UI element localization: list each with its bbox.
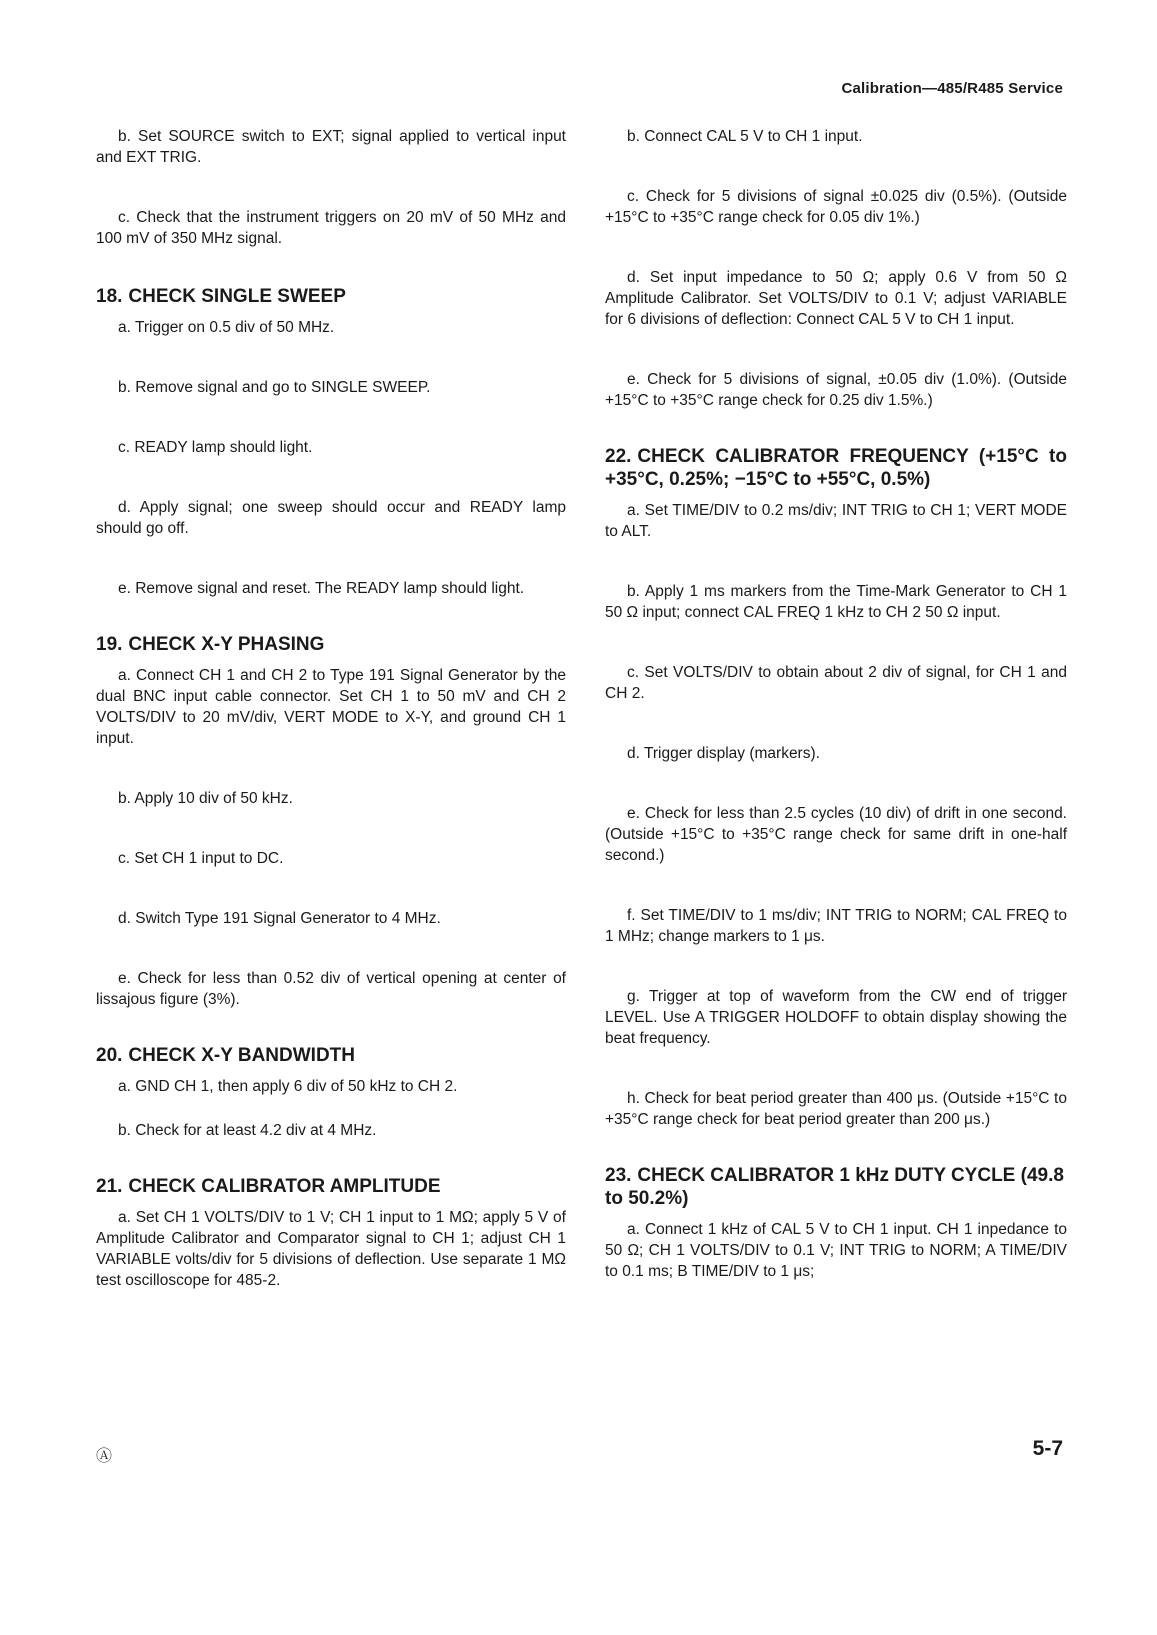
section-20-heading bbox=[96, 1044, 566, 1067]
step-18e: e. Remove signal and reset. The READY lamp should light. bbox=[118, 580, 525, 597]
step-18d: d. Apply signal; one sweep should occur and READY lamp should go off. bbox=[96, 499, 566, 537]
step-19b: b. Apply 10 div of 50 kHz. bbox=[118, 790, 293, 807]
section-19-heading bbox=[96, 633, 566, 656]
step-18a: a. Trigger on 0.5 div of 50 MHz. bbox=[118, 319, 335, 336]
step-18b: b. Remove signal and go to SINGLE SWEEP. bbox=[118, 379, 431, 396]
page-number: 5-7 bbox=[1032, 1437, 1063, 1460]
section-21-heading bbox=[96, 1175, 566, 1198]
step-19d: d. Switch Type 191 Signal Generator to 4 MHz. bbox=[118, 910, 441, 927]
section-title: CHECK SINGLE SWEEP bbox=[128, 286, 346, 307]
section-title: CHECK CALIBRATOR FREQUENCY (+15°C to +35°C, 0.25%; −15°C to +55°C, 0.5%) bbox=[605, 446, 1067, 490]
section-number: 18. bbox=[96, 286, 123, 307]
step-17b: b. Set SOURCE switch to EXT; signal applied to vertical input and EXT TRIG. bbox=[96, 128, 566, 166]
step-22c: c. Set VOLTS/DIV to obtain about 2 div of signal, for CH 1 and CH 2. bbox=[605, 664, 1067, 702]
step-21e: e. Check for 5 divisions of signal, ±0.05 div (1.0%). (Outside +15°C to +35°C range check for 0.25 div 1.5%.) bbox=[605, 371, 1067, 409]
section-title: CHECK CALIBRATOR AMPLITUDE bbox=[128, 1176, 441, 1197]
step-19a: a. Connect CH 1 and CH 2 to Type 191 Signal Generator by the dual BNC input cable connector. Set CH 1 to 50 mV and CH 2 VOLTS/DIV to 20 mV/div, VERT MODE to X-Y, and ground CH 1 input. bbox=[96, 667, 566, 747]
step-21a: a. Set CH 1 VOLTS/DIV to 1 V; CH 1 input to 1 MΩ; apply 5 V of Amplitude Calibrator and Comparator signal to CH 1; adjust CH 1 VARIABLE volts/div for 5 divisions of deflection. Use separate 1 MΩ test oscilloscope for 485-2. bbox=[96, 1209, 566, 1289]
step-21b: b. Connect CAL 5 V to CH 1 input. bbox=[627, 128, 863, 145]
step-22e: e. Check for less than 2.5 cycles (10 div) of drift in one second. (Outside +15°C to +35°C range check for same drift in one-half second.) bbox=[605, 805, 1067, 864]
section-title: CHECK CALIBRATOR 1 kHz DUTY CYCLE (49.8 to 50.2%) bbox=[605, 1165, 1064, 1209]
section-18-heading bbox=[96, 285, 566, 308]
section-number: 22. bbox=[605, 446, 632, 467]
step-22a: a. Set TIME/DIV to 0.2 ms/div; INT TRIG to CH 1; VERT MODE to ALT. bbox=[605, 502, 1067, 540]
left-column bbox=[96, 126, 566, 1291]
revision-mark: Ⓐ bbox=[96, 1448, 113, 1465]
section-number: 20. bbox=[96, 1045, 123, 1066]
section-number: 23. bbox=[605, 1165, 632, 1186]
step-22g: g. Trigger at top of waveform from the CW end of trigger LEVEL. Use A TRIGGER HOLDOFF to obtain display showing the beat frequency. bbox=[605, 988, 1067, 1047]
step-22h: h. Check for beat period greater than 400 μs. (Outside +15°C to +35°C range check for beat period greater than 200 μs.) bbox=[605, 1090, 1067, 1128]
page-header: Calibration—485/R485 Service bbox=[841, 80, 1063, 97]
section-title: CHECK X-Y PHASING bbox=[128, 634, 325, 655]
section-title: CHECK X-Y BANDWIDTH bbox=[128, 1045, 356, 1066]
step-17c: c. Check that the instrument triggers on 20 mV of 50 MHz and 100 mV of 350 MHz signal. bbox=[96, 209, 566, 247]
step-19c: c. Set CH 1 input to DC. bbox=[118, 850, 284, 867]
step-22f: f. Set TIME/DIV to 1 ms/div; INT TRIG to NORM; CAL FREQ to 1 MHz; change markers to 1 μs. bbox=[605, 907, 1067, 945]
step-21d: d. Set input impedance to 50 Ω; apply 0.6 V from 50 Ω Amplitude Calibrator. Set VOLTS/DIV to 0.1 V; adjust VARIABLE for 6 divisions of deflection: Connect CAL 5 V to CH 1 input. bbox=[605, 269, 1067, 328]
section-23-heading bbox=[605, 1164, 1067, 1210]
section-number: 19. bbox=[96, 634, 123, 655]
section-number: 21. bbox=[96, 1176, 123, 1197]
right-column bbox=[605, 126, 1067, 1282]
section-22-heading bbox=[605, 445, 1067, 491]
step-20a: a. GND CH 1, then apply 6 div of 50 kHz to CH 2. bbox=[118, 1078, 458, 1095]
step-20b: b. Check for at least 4.2 div at 4 MHz. bbox=[118, 1122, 377, 1139]
step-19e: e. Check for less than 0.52 div of vertical opening at center of lissajous figure (3%). bbox=[96, 970, 566, 1008]
step-21c: c. Check for 5 divisions of signal ±0.025 div (0.5%). (Outside +15°C to +35°C range check for 0.05 div 1%.) bbox=[605, 188, 1067, 226]
step-22d: d. Trigger display (markers). bbox=[627, 745, 820, 762]
step-23a: a. Connect 1 kHz of CAL 5 V to CH 1 input. CH 1 inpedance to 50 Ω; CH 1 VOLTS/DIV to 0.1 V; INT TRIG to NORM; A TIME/DIV to 0.1 ms; B TIME/DIV to 1 μs; bbox=[605, 1221, 1067, 1280]
step-18c: c. READY lamp should light. bbox=[118, 439, 313, 456]
step-22b: b. Apply 1 ms markers from the Time-Mark Generator to CH 1 50 Ω input; connect CAL FREQ 1 kHz to CH 2 50 Ω input. bbox=[605, 583, 1067, 621]
